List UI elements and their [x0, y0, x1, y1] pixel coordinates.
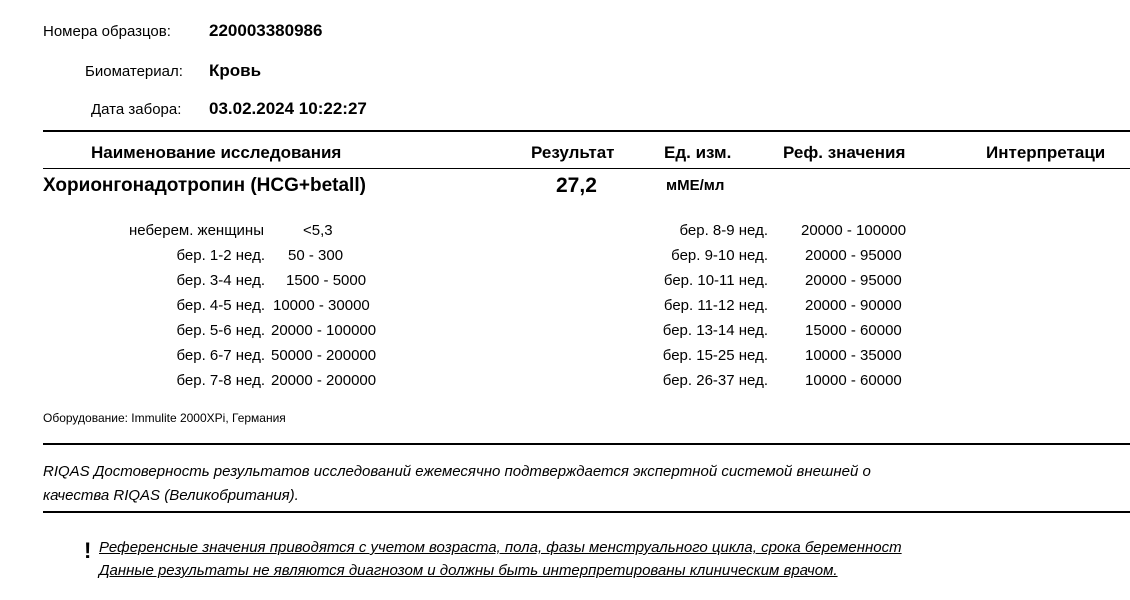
- test-unit: мМЕ/мл: [666, 177, 725, 194]
- sample-numbers-value: 220003380986: [209, 21, 323, 40]
- riqas-top-rule: [43, 443, 1130, 445]
- ref-left-range: 20000 - 200000: [271, 372, 377, 389]
- ref-left-label: бер. 1-2 нед.: [176, 247, 265, 264]
- ref-left-range: 10000 - 30000: [273, 297, 370, 314]
- equipment-note: Оборудование: Immulite 2000XPi, Германия: [43, 411, 286, 425]
- warning-exclamation-icon: !: [84, 538, 92, 563]
- table-top-rule: [43, 130, 1130, 132]
- ref-left-label: бер. 3-4 нед.: [176, 272, 265, 289]
- ref-left-label: бер. 7-8 нед.: [176, 372, 265, 389]
- riqas-note-line1: RIQAS Достоверность результатов исследований ежемесячно подтверждается экспертной системой внешней о: [43, 463, 871, 480]
- riqas-note-line2: качества RIQAS (Великобритания).: [43, 487, 299, 504]
- warning-line2: Данные результаты не являются диагнозом и должны быть интерпретированы клиническим врачом.: [99, 562, 838, 579]
- table-header-rule: [43, 168, 1130, 169]
- column-header-name: Наименование исследования: [91, 143, 342, 162]
- ref-left-range: 50 - 300: [288, 247, 344, 264]
- ref-right-label: бер. 9-10 нед.: [671, 247, 768, 264]
- sample-numbers-label: Номера образцов:: [43, 23, 171, 40]
- ref-left-range: 20000 - 100000: [271, 322, 377, 339]
- ref-right-label: бер. 11-12 нед.: [663, 297, 768, 314]
- riqas-bottom-rule: [43, 511, 1130, 513]
- ref-left-label: бер. 5-6 нед.: [176, 322, 265, 339]
- biomaterial-label: Биоматериал:: [85, 63, 183, 80]
- column-header-interpretation: Интерпретаци: [986, 143, 1106, 162]
- ref-right-label: бер. 8-9 нед.: [679, 222, 768, 239]
- ref-right-label: бер. 26-37 нед.: [662, 372, 768, 389]
- collection-date-value: 03.02.2024 10:22:27: [209, 99, 367, 118]
- biomaterial-value: Кровь: [209, 61, 262, 80]
- ref-right-label: бер. 10-11 нед.: [663, 272, 768, 289]
- column-header-reference: Реф. значения: [783, 143, 906, 162]
- ref-right-range: 10000 - 35000: [805, 347, 902, 364]
- test-name: Хорионгонадотропин (HCG+betall): [43, 175, 366, 196]
- column-header-result: Результат: [531, 143, 615, 162]
- ref-left-range: 1500 - 5000: [286, 272, 367, 289]
- ref-left-label: бер. 4-5 нед.: [176, 297, 265, 314]
- test-result: 27,2: [556, 174, 597, 197]
- ref-left-label: неберем. женщины: [129, 222, 264, 239]
- ref-right-range: 20000 - 95000: [805, 247, 902, 264]
- ref-left-range: 50000 - 200000: [271, 347, 377, 364]
- ref-right-range: 20000 - 100000: [801, 222, 907, 239]
- ref-right-range: 15000 - 60000: [805, 322, 902, 339]
- warning-line1: Референсные значения приводятся с учетом возраста, пола, фазы менструального цикла, срока беременност: [99, 539, 902, 556]
- ref-left-label: бер. 6-7 нед.: [176, 347, 265, 364]
- ref-right-label: бер. 13-14 нед.: [662, 322, 768, 339]
- column-header-unit: Ед. изм.: [664, 143, 732, 162]
- ref-right-range: 10000 - 60000: [805, 372, 902, 389]
- ref-right-range: 20000 - 95000: [805, 272, 902, 289]
- ref-right-range: 20000 - 90000: [805, 297, 902, 314]
- ref-right-label: бер. 15-25 нед.: [662, 347, 768, 364]
- ref-left-range: <5,3: [303, 222, 333, 239]
- collection-date-label: Дата забора:: [91, 101, 182, 118]
